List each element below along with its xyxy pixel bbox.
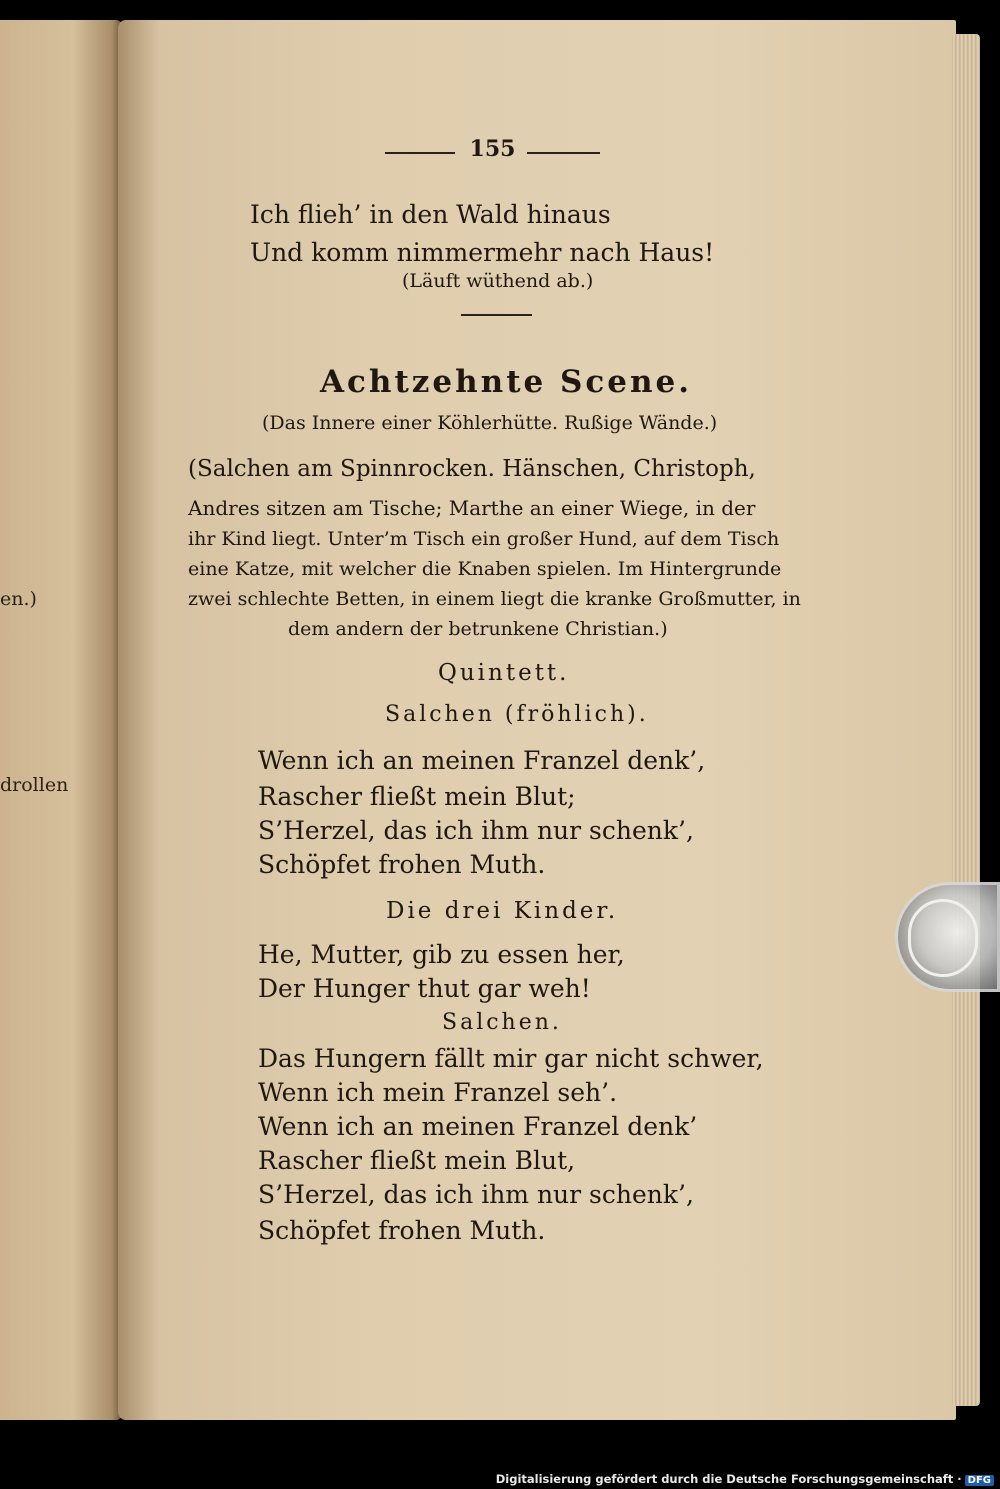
page-clip [895, 882, 1000, 992]
scene-setting: (Das Innere einer Köhlerhütte. Rußige Wände.) [262, 412, 718, 434]
verse-line: Wenn ich mein Franzel seh’. [258, 1078, 618, 1107]
speaker-name: Salchen. [442, 1010, 562, 1035]
verse-line: S’Herzel, das ich ihm nur schenk’, [258, 1180, 694, 1209]
verse-line: Wenn ich an meinen Franzel denk’, [258, 746, 706, 775]
number-title: Quintett. [438, 660, 570, 686]
speaker-name: Die drei Kinder. [386, 898, 619, 924]
verse-line: He, Mutter, gib zu essen her, [258, 940, 625, 969]
previous-page-fragment: drollen [0, 774, 69, 796]
verse-line: Schöpfet frohen Muth. [258, 850, 546, 879]
verse-line: Und komm nimmermehr nach Haus! [250, 238, 715, 267]
section-divider [461, 314, 532, 316]
footer-credit: Digitalisierung gefördert durch die Deutsche Forschungsgemeinschaft · [495, 1472, 962, 1486]
verse-line: Rascher fließt mein Blut, [258, 1146, 576, 1175]
verse-line: Das Hungern fällt mir gar nicht schwer, [258, 1044, 764, 1073]
previous-page-fragment: en.) [0, 588, 37, 610]
stage-description-line: (Salchen am Spinnrocken. Hänschen, Christoph, [188, 456, 756, 482]
stage-description-line: dem andern der betrunkene Christian.) [288, 618, 668, 640]
dfg-logo-icon: DFG [965, 1475, 994, 1486]
page-stack-edge [952, 34, 980, 1406]
verse-line: Wenn ich an meinen Franzel denk’ [258, 1112, 698, 1141]
scene-title: Achtzehnte Scene. [320, 364, 693, 400]
stage-description-line: zwei schlechte Betten, in einem liegt die kranke Großmutter, in [188, 588, 801, 610]
verse-line: Der Hunger thut gar weh! [258, 974, 591, 1003]
digitization-footer [496, 1472, 994, 1486]
header-rule-right [527, 152, 600, 154]
verse-line: Schöpfet frohen Muth. [258, 1216, 546, 1245]
stage-description-line: Andres sitzen am Tische; Marthe an einer Wiege, in der [188, 496, 756, 520]
previous-page-edge [0, 20, 122, 1420]
verse-line: Rascher fließt mein Blut; [258, 782, 576, 811]
stage-description-line: eine Katze, mit welcher die Knaben spielen. Im Hintergrunde [188, 558, 782, 580]
verse-line: S’Herzel, das ich ihm nur schenk’, [258, 816, 694, 845]
page-header [385, 136, 600, 172]
verse-line: Ich flieh’ in den Wald hinaus [250, 200, 611, 229]
stage-direction: (Läuft wüthend ab.) [402, 270, 594, 292]
stage-description-line: ihr Kind liegt. Unter’m Tisch ein großer Hund, auf dem Tisch [188, 528, 780, 550]
page-number: 155 [469, 136, 516, 162]
speaker-name: Salchen (fröhlich). [385, 702, 649, 727]
page-clip-loop [908, 899, 978, 977]
